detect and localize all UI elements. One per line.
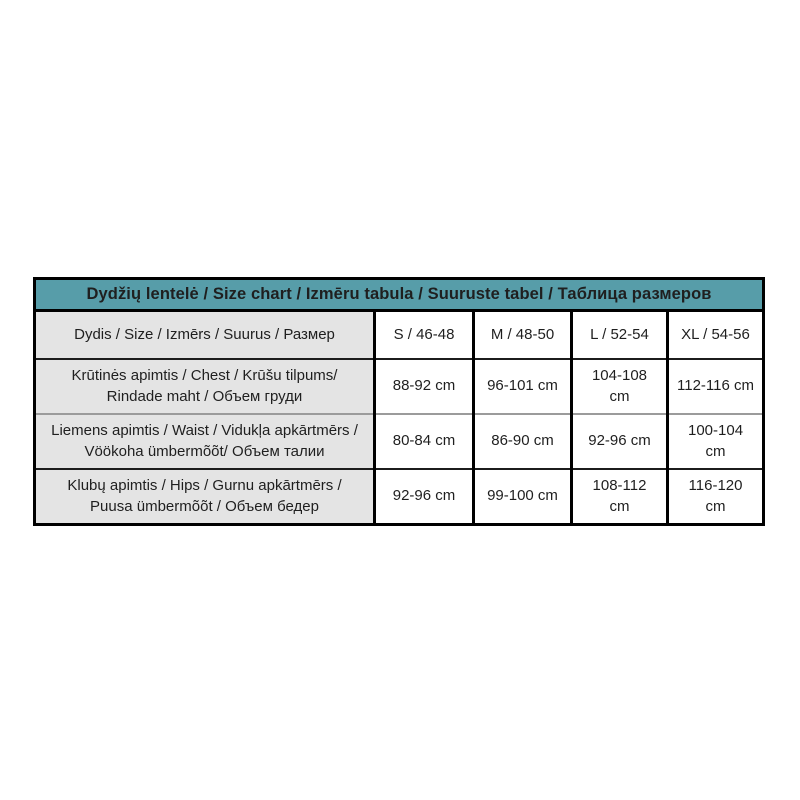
table-title-row bbox=[35, 279, 764, 311]
waist-value-l: 92-96 cm bbox=[572, 414, 668, 469]
table-row-sizes bbox=[35, 311, 764, 360]
hips-value-s: 92-96 cm bbox=[375, 469, 474, 525]
row-label-waist: Liemens apimtis / Waist / Vidukļa apkārtmērs / Vöökoha ümbermõõt/ Объем талии bbox=[35, 414, 375, 469]
table-title: Dydžių lentelė / Size chart / Izmēru tabula / Suuruste tabel / Таблица размеров bbox=[35, 279, 764, 311]
hips-value-l: 108-112 cm bbox=[572, 469, 668, 525]
waist-value-m: 86-90 cm bbox=[474, 414, 572, 469]
hips-value-m: 99-100 cm bbox=[474, 469, 572, 525]
hips-value-xl: 116-120 cm bbox=[668, 469, 764, 525]
chest-value-l: 104-108 cm bbox=[572, 359, 668, 414]
size-col-xl: XL / 54-56 bbox=[668, 311, 764, 360]
chest-value-xl: 112-116 cm bbox=[668, 359, 764, 414]
chest-value-s: 88-92 cm bbox=[375, 359, 474, 414]
size-col-m: M / 48-50 bbox=[474, 311, 572, 360]
table-row-chest bbox=[35, 359, 764, 414]
waist-value-xl: 100-104 cm bbox=[668, 414, 764, 469]
table-row-hips bbox=[35, 469, 764, 525]
row-label-size: Dydis / Size / Izmērs / Suurus / Размер bbox=[35, 311, 375, 360]
size-col-l: L / 52-54 bbox=[572, 311, 668, 360]
table-row-waist bbox=[35, 414, 764, 469]
row-label-hips: Klubų apimtis / Hips / Gurnu apkārtmērs / Puusa ümbermõõt / Объем бедер bbox=[35, 469, 375, 525]
size-chart-table bbox=[33, 277, 765, 526]
row-label-chest: Krūtinės apimtis / Chest / Krūšu tilpums/ Rindade maht / Объем груди bbox=[35, 359, 375, 414]
waist-value-s: 80-84 cm bbox=[375, 414, 474, 469]
size-col-s: S / 46-48 bbox=[375, 311, 474, 360]
chest-value-m: 96-101 cm bbox=[474, 359, 572, 414]
